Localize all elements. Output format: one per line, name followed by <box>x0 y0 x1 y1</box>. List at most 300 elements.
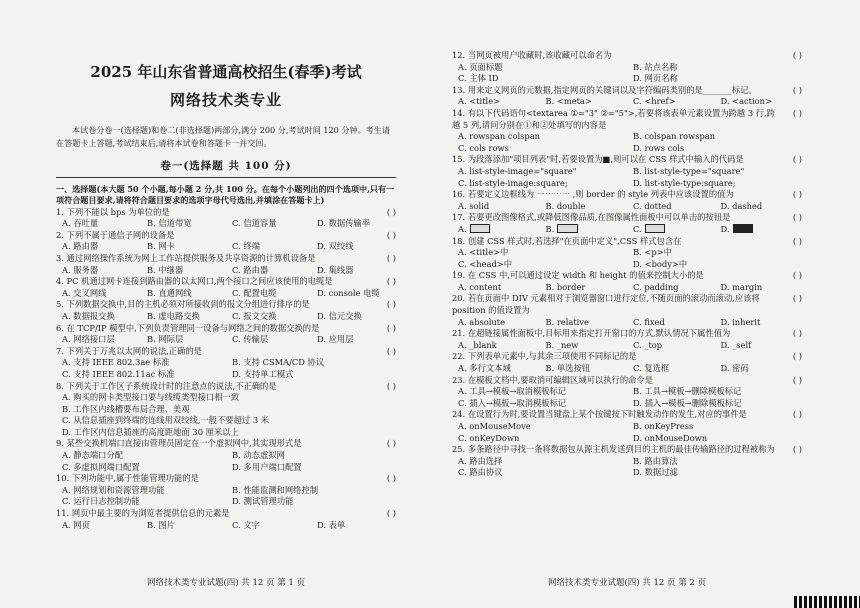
question-text: 14. 有以下代码语句<textarea ①="3" ②="5">,若要将该表单元素设置为跨越 3 行,跨越 5 列,请问分别在①和②处填写的内容是 <box>452 107 776 130</box>
option-text: D. console 电缆 <box>317 287 380 298</box>
option-text: A. 购买的网卡类型接口要与线缆类型接口相一致 <box>62 392 240 403</box>
option <box>715 224 803 236</box>
option-text: D. inherit <box>720 316 761 327</box>
option-text: B. list-style-type="square" <box>633 165 745 176</box>
option-text: C. cols rows <box>458 142 509 153</box>
option-text: C. 终端 <box>232 241 260 252</box>
question-text: 5. 下列数据交换中,目的主机必须对所接收到的报文分组进行排序的是 <box>56 299 310 310</box>
option-text: D. 表单 <box>317 519 346 530</box>
question-text: 20. 若在页面中 DIV 元素相对于浏览器窗口进行定位,不随页面的滚动而滚动,应该将 position 的值设置为 <box>452 293 760 316</box>
question-list-left <box>56 207 396 532</box>
option <box>452 363 540 375</box>
option-text: B. colspan rowspan <box>633 131 716 142</box>
option-text: D. <action> <box>720 96 772 107</box>
question-stem <box>452 375 802 387</box>
answer-paren: ( ) <box>792 270 802 281</box>
option-text: B. 工作区内线槽要布局合理、美观 <box>62 403 190 414</box>
option <box>452 247 627 259</box>
option <box>627 62 802 74</box>
option-text: A. rowspan colspan <box>458 131 540 142</box>
options-row <box>452 363 802 375</box>
option <box>141 218 226 230</box>
options-row <box>56 311 396 323</box>
option-text: C. onKeyDown <box>458 432 520 443</box>
option <box>311 265 396 277</box>
option-text: A. 网络接口层 <box>62 334 115 345</box>
option <box>452 143 627 155</box>
question-text: 12. 当网页被用户收藏时,该收藏可以命名为 <box>452 50 612 60</box>
answer-paren: ( ) <box>792 444 802 455</box>
options-row <box>452 96 802 108</box>
options-row <box>452 62 802 85</box>
option <box>452 131 627 143</box>
answer-paren: ( ) <box>386 206 396 217</box>
option <box>311 311 396 323</box>
image-tool-icon <box>470 224 490 233</box>
option <box>56 265 141 277</box>
option-text: A. 数据报交换 <box>62 310 115 321</box>
answer-paren: ( ) <box>386 508 396 519</box>
answer-paren: ( ) <box>792 189 802 200</box>
question-stem <box>452 270 802 282</box>
question-list-right <box>452 50 802 479</box>
question-stem <box>56 346 396 358</box>
option <box>452 73 627 85</box>
options-row <box>452 340 802 352</box>
option-text: D. 支持单工模式 <box>232 368 294 379</box>
question-stem <box>56 438 396 450</box>
question-text: 16. 若要定义边框线为 ⋯⋯⋯⋯ ,则 border 的 style 列表中应该设置的值为 <box>452 189 734 200</box>
question-text: 3. 通过网络操作系统为网上工作站提供服务及共享资源的计算机设备是 <box>56 252 316 263</box>
option <box>452 456 627 468</box>
option-text: D. <body>中 <box>633 258 688 269</box>
question-text: 1. 下列不能以 bps 为单位的是 <box>56 206 170 217</box>
option <box>452 224 540 236</box>
option-text: B. 信道带宽 <box>147 218 192 229</box>
page-1 <box>56 0 396 608</box>
question-item <box>452 375 802 410</box>
options-row <box>452 224 802 236</box>
answer-paren: ( ) <box>386 438 396 449</box>
option-text: B. 图片 <box>147 519 175 530</box>
option-text: C. <box>633 223 642 234</box>
option-text: C. <href> <box>633 96 676 107</box>
question-stem <box>452 108 802 131</box>
option <box>627 282 715 294</box>
question-text: 25. 多条路径中寻找一条将数据包从源主机发送到目的主机的最佳传输路径的过程被称为 <box>452 444 775 455</box>
option <box>311 241 396 253</box>
option <box>452 259 627 271</box>
question-stem <box>452 236 802 248</box>
option <box>226 357 396 369</box>
option <box>56 404 396 416</box>
option <box>627 96 715 108</box>
option <box>56 369 226 381</box>
question-stem <box>452 189 802 201</box>
option-text: C. dotted <box>633 200 672 211</box>
option <box>627 317 715 329</box>
option <box>56 218 141 230</box>
question-item <box>56 230 396 253</box>
options-row <box>452 282 802 294</box>
option-text: C. _top <box>633 339 663 350</box>
options-row <box>56 357 396 380</box>
option <box>226 450 396 462</box>
option-text: A. 多行文本域 <box>458 363 511 374</box>
answer-paren: ( ) <box>386 276 396 287</box>
question-stem <box>452 328 802 340</box>
option <box>226 265 311 277</box>
option <box>56 427 396 439</box>
question-item <box>452 409 802 444</box>
option <box>627 131 802 143</box>
answer-paren: ( ) <box>386 473 396 484</box>
option-text: D. 应用层 <box>317 334 354 345</box>
answer-paren: ( ) <box>386 345 396 356</box>
option <box>452 282 540 294</box>
option <box>311 218 396 230</box>
question-stem <box>56 473 396 485</box>
question-stem <box>56 323 396 335</box>
option <box>715 317 803 329</box>
option <box>540 96 628 108</box>
options-row <box>56 485 396 508</box>
option-text: A. content <box>458 281 502 292</box>
answer-paren: ( ) <box>386 380 396 391</box>
option <box>627 433 802 445</box>
options-row <box>56 265 396 277</box>
option <box>452 421 627 433</box>
option-text: C. 文字 <box>232 519 260 530</box>
options-row <box>56 241 396 253</box>
image-tool-icon <box>557 224 577 233</box>
option-text: A. 吞吐量 <box>62 218 99 229</box>
option-text: D. _self <box>720 339 752 350</box>
option <box>540 224 628 236</box>
question-text: 19. 在 CSS 中,可以通过设定 width 和 height 的值来控制大小的是 <box>452 270 704 281</box>
option-text: A. <title> <box>458 96 501 107</box>
options-row <box>56 218 396 230</box>
option-text: B. 网际层 <box>147 334 184 345</box>
option-text: C. padding <box>633 281 679 292</box>
option <box>56 311 141 323</box>
option <box>627 421 802 433</box>
option-text: C. fixed <box>633 316 665 327</box>
option-text: D. rows cols <box>633 142 685 153</box>
option <box>540 282 628 294</box>
option-text: A. onMouseMove <box>458 421 531 431</box>
options-row <box>452 317 802 329</box>
option <box>452 467 627 479</box>
option <box>627 456 802 468</box>
option-text: A. <box>458 223 467 234</box>
option <box>715 340 803 352</box>
option <box>540 201 628 213</box>
options-row <box>452 166 802 189</box>
option <box>141 288 226 300</box>
option <box>452 398 627 410</box>
option-text: D. 网页名称 <box>633 73 678 84</box>
question-item <box>452 154 802 189</box>
option-text: B. <p>中 <box>633 247 672 258</box>
option <box>452 433 627 445</box>
option-text: B. 支持 CSMA/CD 协议 <box>232 357 325 368</box>
question-text: 8. 下列关于工作区子系统设计时的注意点的说法,不正确的是 <box>56 380 277 391</box>
question-text: 21. 在超链接属性面板中,目标用来指定打开窗口的方式,默认情况下属性值为 <box>452 328 731 339</box>
option <box>226 334 311 346</box>
option-text: A. 交叉网线 <box>62 287 107 298</box>
option <box>452 201 540 213</box>
question-item <box>56 381 396 439</box>
answer-paren: ( ) <box>792 328 802 339</box>
option-text: D. 插入→模板→删除模板标记 <box>633 397 742 408</box>
option <box>452 166 627 178</box>
question-item <box>56 438 396 473</box>
option-text: C. 从信息插座到终端的连线用双绞线,一般不要超过 3 米 <box>62 415 270 426</box>
option <box>715 96 803 108</box>
options-row <box>452 456 802 479</box>
option-text: C. <head>中 <box>458 258 513 269</box>
question-item <box>56 323 396 346</box>
option-text: B. 性能监测和网络控制 <box>232 484 319 495</box>
option <box>226 288 311 300</box>
option-text: B. 中继器 <box>147 264 184 275</box>
question-item <box>452 108 802 154</box>
question-stem <box>56 508 396 520</box>
question-stem <box>56 299 396 311</box>
options-row <box>56 288 396 300</box>
question-item <box>452 212 802 235</box>
options-row <box>56 392 396 438</box>
question-text: 4. PC 机通过网卡连接到路由器的以太网口,两个接口之间应该使用的电缆是 <box>56 276 333 287</box>
options-row <box>452 131 802 154</box>
answer-paren: ( ) <box>386 299 396 310</box>
option-text: B. 网卡 <box>147 241 175 252</box>
section-instruction: 一、选择题(本大题 50 个小题,每小题 2 分,共 100 分。在每个小题列出的四个选项中,只有一项符合题目要求,请将符合题目要求的选项字母代号选出,并填涂在答题卡上) <box>56 184 395 206</box>
question-text: 10. 下列功能中,属于性能管理功能的是 <box>56 473 199 484</box>
question-text: 2. 下列不属于通信子网的设备是 <box>56 229 175 240</box>
option-text: B. 路由算法 <box>633 455 678 466</box>
option <box>627 201 715 213</box>
option-text: C. 支持 IEEE 802.11ac 标准 <box>62 368 175 379</box>
option <box>627 166 802 178</box>
question-item <box>56 207 396 230</box>
part-heading: 卷一(选择题 共 100 分) <box>160 160 292 172</box>
question-item <box>452 50 802 85</box>
option <box>141 241 226 253</box>
option <box>627 73 802 85</box>
option-text: A. 支持 IEEE 802.3ae 标准 <box>62 357 170 368</box>
option <box>452 340 540 352</box>
image-tool-icon <box>645 224 665 233</box>
option <box>540 363 628 375</box>
options-row <box>452 201 802 213</box>
question-stem <box>452 212 802 224</box>
option-text: D. dashed <box>720 200 763 211</box>
question-text: 11. 网页中最主要的为浏览者提供信息的元素是 <box>56 508 230 519</box>
question-stem <box>56 230 396 242</box>
question-text: 17. 若要更改图像格式,或降低图像品质,在图像属性面板中可以单击的按钮是 <box>452 212 731 223</box>
option-text: D. 密码 <box>720 363 749 374</box>
option <box>56 462 226 474</box>
question-item <box>56 276 396 299</box>
question-text: 7. 下列关于万兆以太网的说法,正确的是 <box>56 345 202 356</box>
option-text: A. list-style-image="square" <box>458 165 577 176</box>
option-text: C. 信道容量 <box>232 218 277 229</box>
options-row <box>56 520 396 532</box>
option <box>627 363 715 375</box>
option <box>56 288 141 300</box>
option-text: D. list-style-type:square; <box>633 177 736 188</box>
exam-title: 2025 年山东省普通高校招生(春季)考试 <box>90 63 362 81</box>
option <box>226 462 396 474</box>
option <box>627 178 802 190</box>
question-item <box>452 351 802 374</box>
question-item <box>452 236 802 271</box>
option <box>715 363 803 375</box>
option <box>452 62 627 74</box>
question-item <box>56 253 396 276</box>
question-item <box>56 299 396 322</box>
question-item <box>452 270 802 293</box>
option <box>226 369 396 381</box>
option <box>715 282 803 294</box>
exam-intro: 本试卷分卷一(选择题)和卷二(非选择题)两部分,满分 200 分,考试时间 120 分钟。考生请在答题卡上答题,考试结束后,请将本试卷和答题卡一并交回。 <box>56 125 390 148</box>
question-text: 22. 下列表单元素中,与其余三项使用不同标记的是 <box>452 351 637 362</box>
options-row <box>452 386 802 409</box>
option-text: D. 多用户端口配置 <box>232 461 302 472</box>
option <box>627 467 802 479</box>
option <box>540 317 628 329</box>
option <box>56 415 396 427</box>
option-text: B. 动态虚拟网 <box>232 450 285 461</box>
option-text: B. 直通网线 <box>147 287 192 298</box>
question-text: 24. 在设置行为时,要设置当键盘上某个按键按下时触发动作的发生,对应的事件是 <box>452 409 747 420</box>
option <box>141 334 226 346</box>
option-text: A. 网络规划和资源管理功能 <box>62 484 165 495</box>
question-stem <box>56 253 396 265</box>
question-text: 15. 为段落添加"项目列表"时,若要设置为■,则可以在 CSS 样式中输入的代码是 <box>452 154 744 165</box>
option <box>226 241 311 253</box>
answer-paren: ( ) <box>386 252 396 263</box>
page-footer-left: 网络技术类专业试题(四) 共 12 页 第 1 页 <box>146 578 306 589</box>
option-text: B. 工具→模板→删除模板标记 <box>633 386 742 397</box>
option-text: A. 页面标题 <box>458 61 503 72</box>
question-text: 23. 在模板文档中,要取消可编辑区域可以执行的命令是 <box>452 374 654 385</box>
option <box>715 201 803 213</box>
option <box>627 398 802 410</box>
page-2 <box>452 0 802 608</box>
option <box>226 496 396 508</box>
option-text: D. 信元交换 <box>317 310 362 321</box>
option <box>311 334 396 346</box>
question-stem <box>452 293 802 316</box>
option-text: A. absolute <box>458 316 506 327</box>
option <box>627 247 802 259</box>
barcode-icon <box>794 596 860 608</box>
option-text: D. 数据过滤 <box>633 467 678 478</box>
page-footer-right: 网络技术类专业试题(四) 共 12 页 第 2 页 <box>547 578 707 589</box>
answer-paren: ( ) <box>792 212 802 223</box>
option <box>627 224 715 236</box>
option-text: B. double <box>545 200 586 211</box>
question-stem <box>452 351 802 363</box>
question-stem <box>452 154 802 166</box>
options-row <box>452 247 802 270</box>
option <box>452 317 540 329</box>
exam-subtitle: 网络技术类专业 <box>169 91 282 109</box>
question-stem <box>452 85 802 97</box>
question-stem <box>56 207 396 219</box>
question-item <box>452 328 802 351</box>
option <box>56 485 226 497</box>
options-row <box>56 334 396 346</box>
option <box>226 485 396 497</box>
answer-paren: ( ) <box>792 84 802 95</box>
option-text: D. 测试管理功能 <box>232 496 294 507</box>
answer-paren: ( ) <box>792 154 802 165</box>
option <box>311 520 396 532</box>
option-text: B. relative <box>545 316 589 327</box>
question-stem <box>56 381 396 393</box>
option <box>452 178 627 190</box>
option <box>226 520 311 532</box>
option-text: D. <box>720 223 730 234</box>
option-text: C. 路由协议 <box>458 467 503 478</box>
option-text: C. 配置电缆 <box>232 287 277 298</box>
option-text: B. border <box>545 281 586 292</box>
option-text: D. 工作区内信息插座的高度距地面 30 厘米以上 <box>62 426 239 437</box>
option-text: C. 复选框 <box>633 363 670 374</box>
option-text: C. 传输层 <box>232 334 269 345</box>
options-row <box>56 450 396 473</box>
option-text: C. 主体 ID <box>458 73 499 84</box>
option <box>56 450 226 462</box>
option-text: B. 虚电路交换 <box>147 310 200 321</box>
option-text: C. 多虚拟网端口配置 <box>62 461 140 472</box>
option <box>56 241 141 253</box>
question-stem <box>452 444 802 456</box>
option-text: B. onKeyPress <box>633 421 694 431</box>
option-text: A. 工具→模板→取消模板标记 <box>458 386 567 397</box>
question-text: 13. 用来定义网页的元数据,指定网页的关键词以及字符编码类别的是_______标记。 <box>452 84 757 95</box>
question-item <box>56 508 396 531</box>
answer-paren: ( ) <box>792 374 802 385</box>
option <box>627 143 802 155</box>
option <box>56 357 226 369</box>
question-item <box>452 293 802 328</box>
option-text: D. 双绞线 <box>317 241 354 252</box>
answer-paren: ( ) <box>792 409 802 420</box>
option-text: D. 数据传输率 <box>317 218 371 229</box>
answer-paren: ( ) <box>792 235 802 246</box>
question-stem <box>56 276 396 288</box>
option <box>226 311 311 323</box>
option <box>452 96 540 108</box>
option <box>56 496 226 508</box>
option-text: C. 路由器 <box>232 264 269 275</box>
option-text: A. solid <box>458 200 490 211</box>
option-text: A. 网页 <box>62 519 90 530</box>
option-text: C. 运行日志控制功能 <box>62 496 140 507</box>
option-text: C. list-style-image:square; <box>458 177 568 188</box>
option <box>627 340 715 352</box>
option-text: D. 集线器 <box>317 264 354 275</box>
option-text: D. margin <box>720 281 763 292</box>
option-text: C. 报文交换 <box>232 310 277 321</box>
question-text: 9. 某些交换机端口直接由管理员固定在一个虚拟网中,其实现形式是 <box>56 438 302 449</box>
option <box>141 311 226 323</box>
